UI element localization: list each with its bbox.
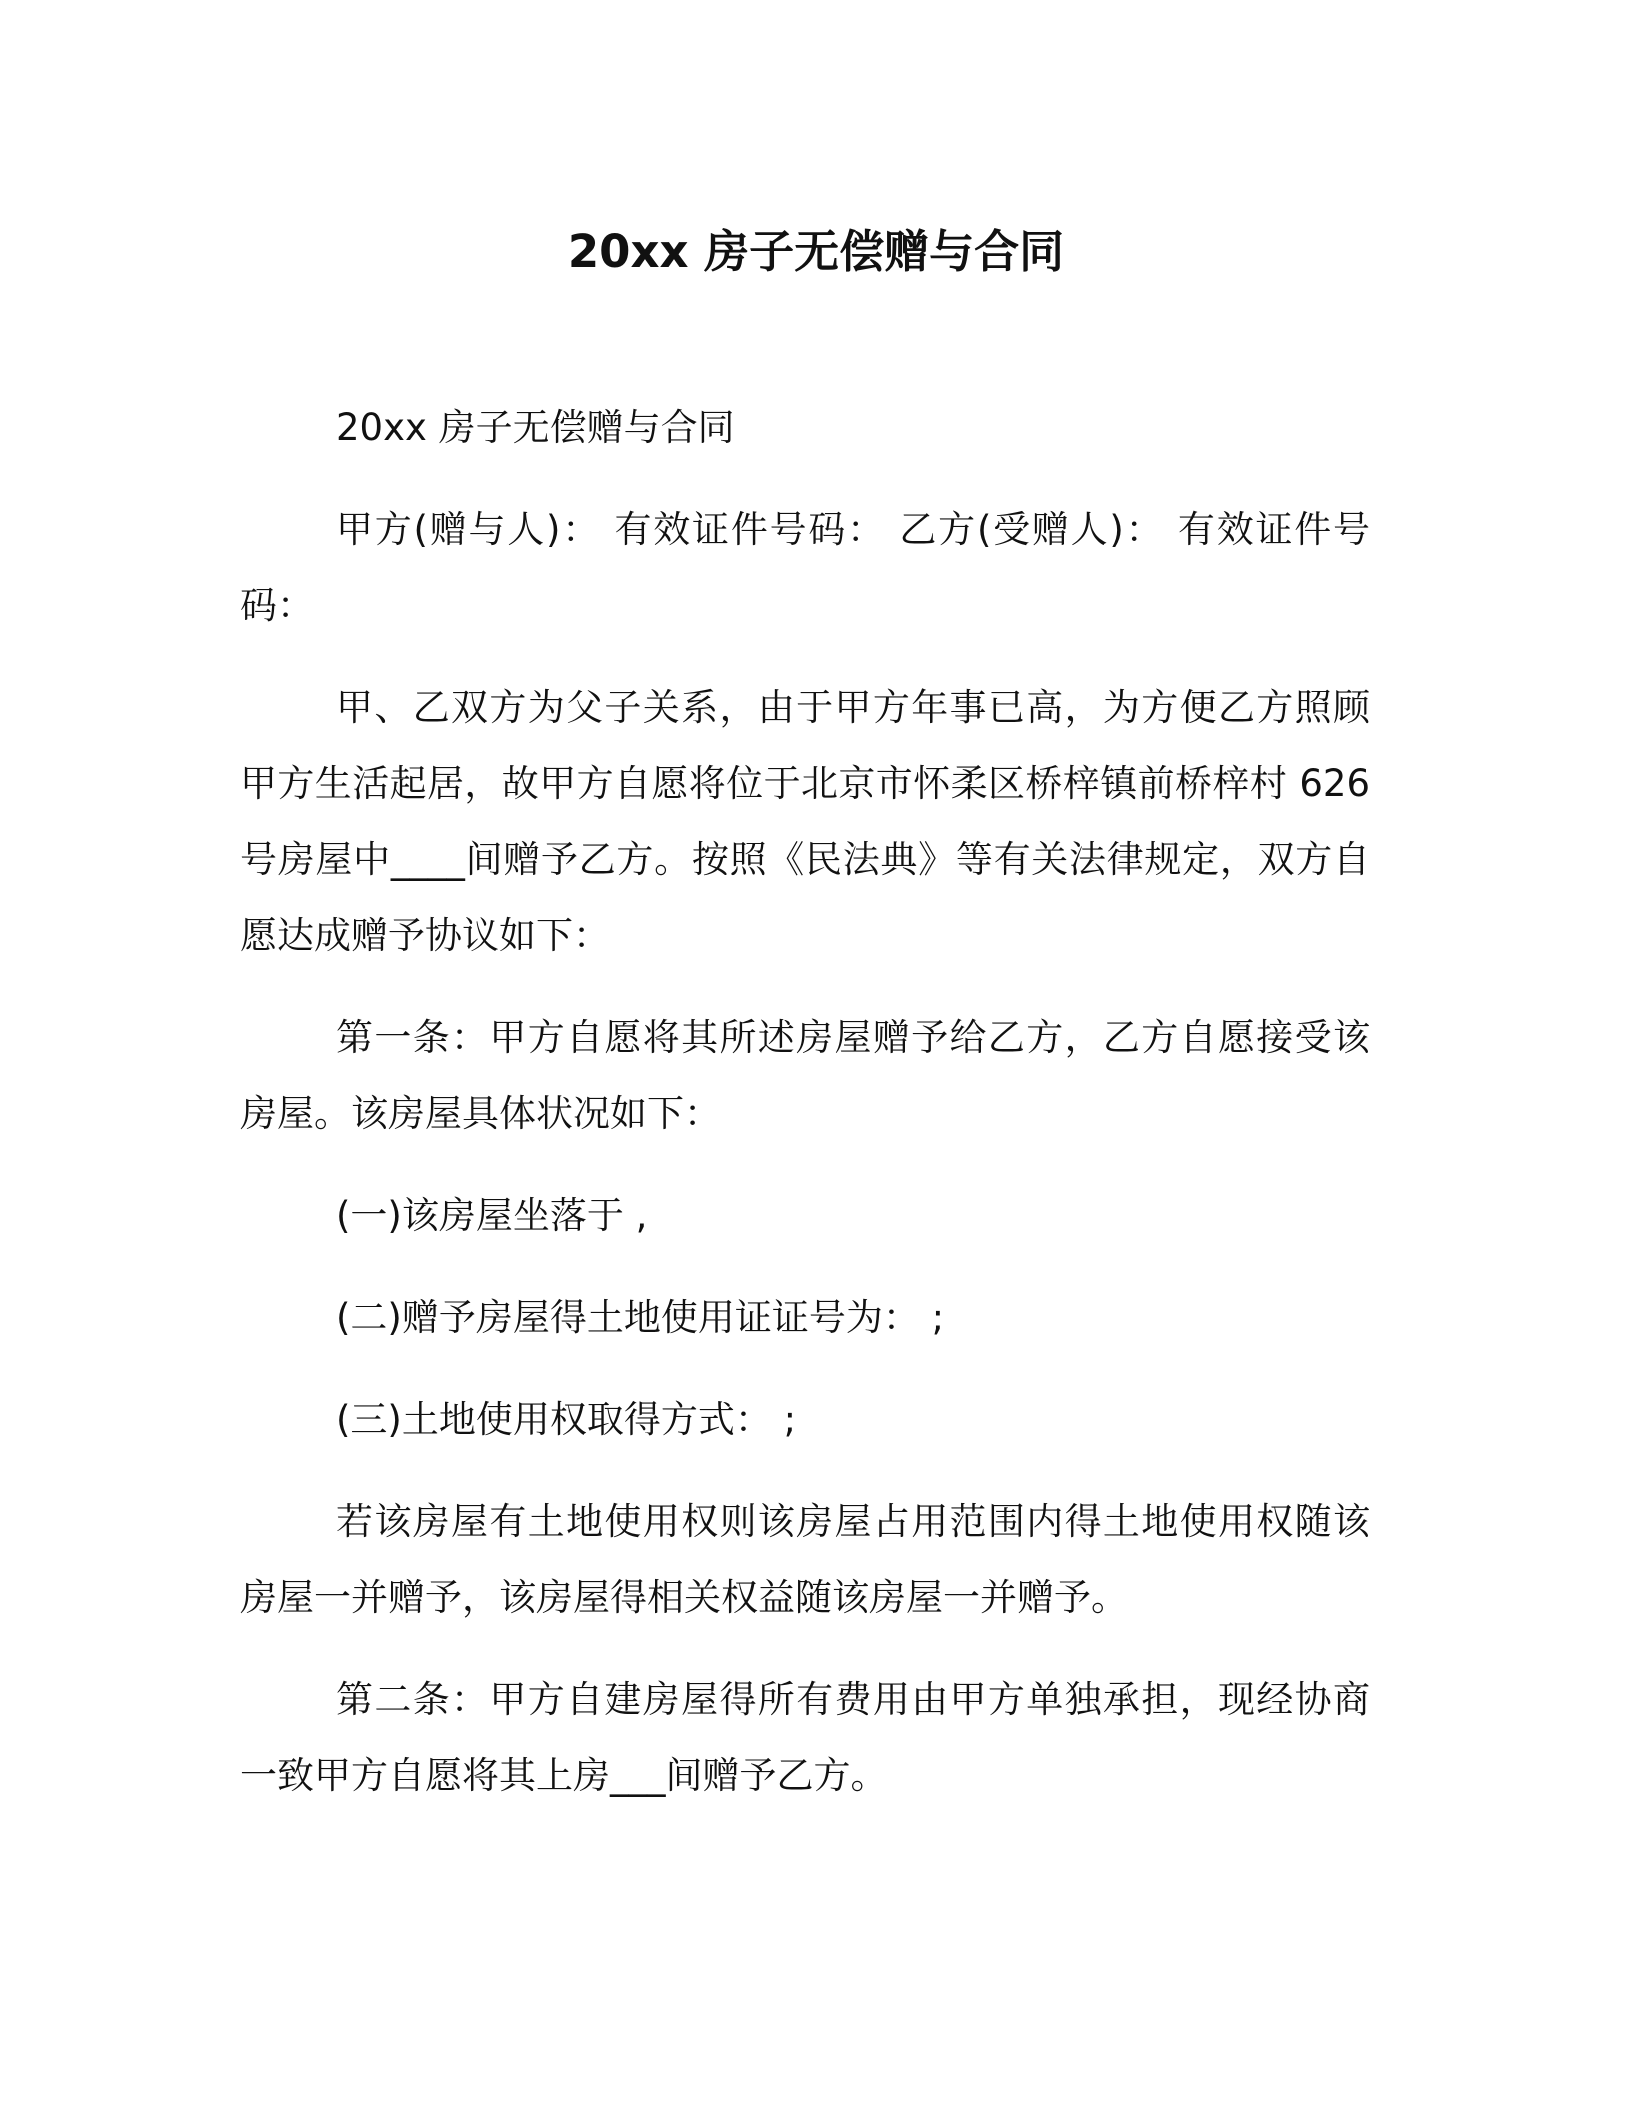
paragraph-land-rights: 若该房屋有土地使用权则该房屋占用范围内得土地使用权随该房屋一并赠予，该房屋得相关权益随该房屋一并赠予。: [240, 1500, 1370, 1619]
paragraph-item-3: (三)土地使用权取得方式： ;: [336, 1398, 797, 1441]
paragraph-article-2: 第二条：甲方自建房屋得所有费用由甲方单独承担，现经协商一致甲方自愿将其上房___间赠予乙方。: [240, 1678, 1370, 1797]
paragraph-item-1: (一)该房屋坐落于 ,: [336, 1194, 648, 1237]
paragraph-article-1: 第一条：甲方自愿将其所述房屋赠予给乙方，乙方自愿接受该房屋。该房屋具体状况如下：: [240, 1016, 1370, 1135]
paragraph-item-2: (二)赠予房屋得土地使用证证号为： ;: [336, 1296, 945, 1339]
document-title: 20xx 房子无偿赠与合同: [567, 225, 1065, 278]
document-body: [240, 390, 1370, 1840]
paragraph-heading: 20xx 房子无偿赠与合同: [336, 406, 735, 449]
paragraph-preamble: 甲、乙双方为父子关系，由于甲方年事已高，为方便乙方照顾甲方生活起居，故甲方自愿将位于北京市怀柔区桥梓镇前桥梓村 626 号房屋中____间赠予乙方。按照《民法典》等有关法律规定，双方自愿达成赠予协议如下：: [240, 686, 1370, 957]
paragraph-parties: 甲方(赠与人)： 有效证件号码： 乙方(受赠人)： 有效证件号码：: [240, 508, 1370, 627]
